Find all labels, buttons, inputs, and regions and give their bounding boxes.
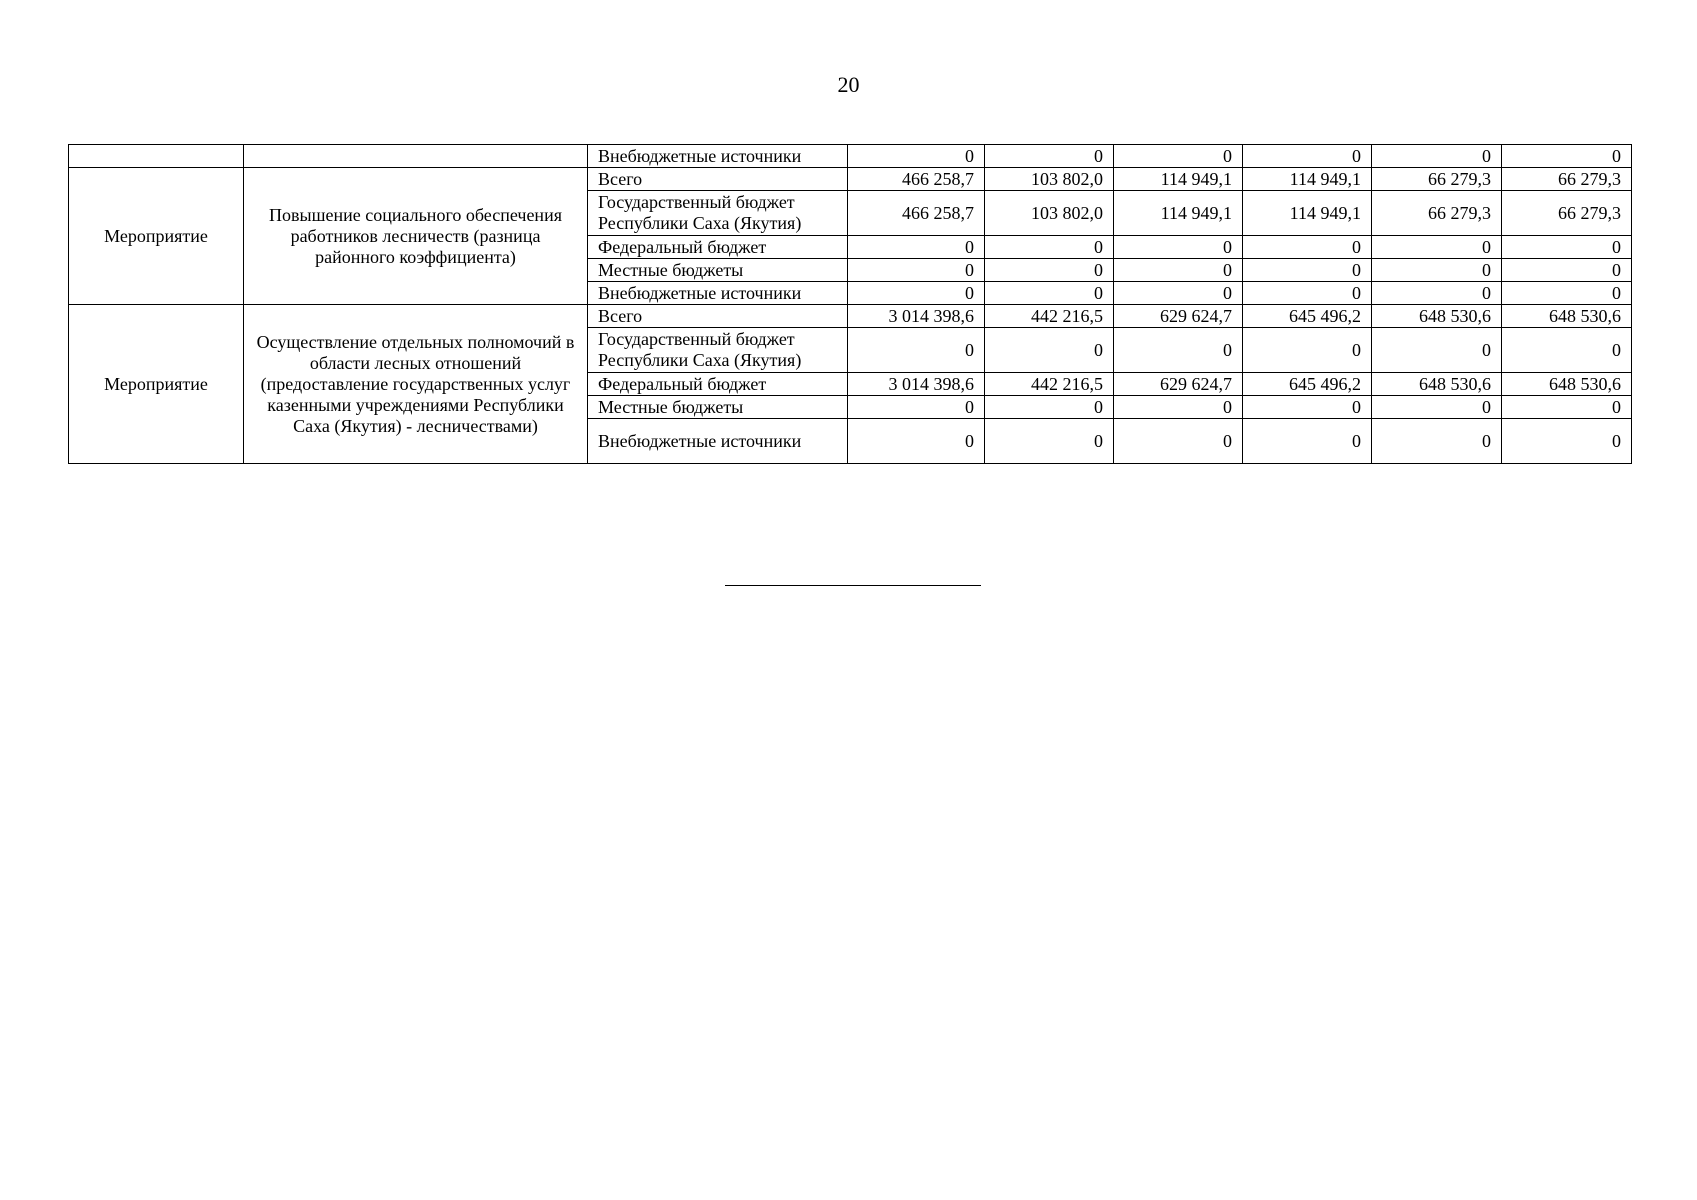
value-cell: 3 014 398,6 xyxy=(848,373,985,396)
value-cell: 645 496,2 xyxy=(1243,305,1372,328)
value-cell: 0 xyxy=(985,145,1114,168)
activity-type-cell xyxy=(69,145,244,168)
value-cell: 648 530,6 xyxy=(1502,305,1632,328)
value-cell: 442 216,5 xyxy=(985,373,1114,396)
value-cell: 0 xyxy=(1502,396,1632,419)
value-cell: 0 xyxy=(985,259,1114,282)
value-cell: 0 xyxy=(1114,236,1243,259)
value-cell: 0 xyxy=(1502,282,1632,305)
value-cell: 0 xyxy=(1243,236,1372,259)
value-cell: 0 xyxy=(1372,282,1502,305)
end-of-document-line xyxy=(725,585,981,586)
value-cell: 648 530,6 xyxy=(1502,373,1632,396)
value-cell: 0 xyxy=(848,145,985,168)
value-cell: 0 xyxy=(985,396,1114,419)
value-cell: 0 xyxy=(1114,396,1243,419)
page-number: 20 xyxy=(837,72,860,97)
value-cell: 0 xyxy=(848,328,985,373)
value-cell: 648 530,6 xyxy=(1372,305,1502,328)
value-cell: 0 xyxy=(1114,145,1243,168)
value-cell: 0 xyxy=(1372,236,1502,259)
funding-source-cell: Всего xyxy=(588,168,848,191)
activity-name-cell: Осуществление отдельных полномочий в области лесных отношений (предоставление государственных услуг казенными учреждениями Республики Саха (Якутия) - лесничествами) xyxy=(244,305,588,464)
value-cell: 0 xyxy=(1372,419,1502,464)
value-cell: 0 xyxy=(1502,236,1632,259)
value-cell: 466 258,7 xyxy=(848,191,985,236)
value-cell: 629 624,7 xyxy=(1114,305,1243,328)
table-row xyxy=(69,305,1632,328)
value-cell: 103 802,0 xyxy=(985,168,1114,191)
value-cell: 0 xyxy=(985,328,1114,373)
value-cell: 66 279,3 xyxy=(1502,191,1632,236)
value-cell: 0 xyxy=(985,419,1114,464)
value-cell: 114 949,1 xyxy=(1243,168,1372,191)
value-cell: 66 279,3 xyxy=(1502,168,1632,191)
funding-source-cell: Внебюджетные источники xyxy=(588,419,848,464)
funding-source-cell: Государственный бюджет Республики Саха (Якутия) xyxy=(588,328,848,373)
activity-name-cell xyxy=(244,145,588,168)
value-cell: 629 624,7 xyxy=(1114,373,1243,396)
value-cell: 0 xyxy=(1502,419,1632,464)
value-cell: 0 xyxy=(985,282,1114,305)
activity-name-cell: Повышение социального обеспечения работников лесничеств (разница районного коэффициента) xyxy=(244,168,588,305)
value-cell: 0 xyxy=(985,236,1114,259)
activity-type-cell: Мероприятие xyxy=(69,168,244,305)
value-cell: 466 258,7 xyxy=(848,168,985,191)
value-cell: 114 949,1 xyxy=(1243,191,1372,236)
value-cell: 0 xyxy=(1114,419,1243,464)
value-cell: 0 xyxy=(1502,259,1632,282)
value-cell: 0 xyxy=(848,396,985,419)
value-cell: 114 949,1 xyxy=(1114,191,1243,236)
value-cell: 0 xyxy=(848,236,985,259)
activity-type-cell: Мероприятие xyxy=(69,305,244,464)
value-cell: 0 xyxy=(1243,145,1372,168)
value-cell: 0 xyxy=(848,419,985,464)
funding-source-cell: Местные бюджеты xyxy=(588,259,848,282)
value-cell: 0 xyxy=(1372,145,1502,168)
funding-source-cell: Внебюджетные источники xyxy=(588,145,848,168)
value-cell: 0 xyxy=(1243,396,1372,419)
value-cell: 0 xyxy=(1243,328,1372,373)
value-cell: 648 530,6 xyxy=(1372,373,1502,396)
value-cell: 3 014 398,6 xyxy=(848,305,985,328)
value-cell: 103 802,0 xyxy=(985,191,1114,236)
value-cell: 0 xyxy=(1114,328,1243,373)
funding-source-cell: Внебюджетные источники xyxy=(588,282,848,305)
funding-source-cell: Федеральный бюджет xyxy=(588,236,848,259)
value-cell: 645 496,2 xyxy=(1243,373,1372,396)
value-cell: 0 xyxy=(1372,259,1502,282)
value-cell: 0 xyxy=(1243,419,1372,464)
value-cell: 0 xyxy=(1372,328,1502,373)
value-cell: 66 279,3 xyxy=(1372,168,1502,191)
value-cell: 0 xyxy=(1502,328,1632,373)
value-cell: 0 xyxy=(848,259,985,282)
value-cell: 114 949,1 xyxy=(1114,168,1243,191)
funding-source-cell: Федеральный бюджет xyxy=(588,373,848,396)
table-row xyxy=(69,145,1632,168)
value-cell: 0 xyxy=(848,282,985,305)
value-cell: 0 xyxy=(1372,396,1502,419)
value-cell: 442 216,5 xyxy=(985,305,1114,328)
funding-source-cell: Всего xyxy=(588,305,848,328)
value-cell: 0 xyxy=(1243,259,1372,282)
value-cell: 0 xyxy=(1114,259,1243,282)
value-cell: 66 279,3 xyxy=(1372,191,1502,236)
value-cell: 0 xyxy=(1502,145,1632,168)
funding-source-cell: Государственный бюджет Республики Саха (Якутия) xyxy=(588,191,848,236)
table-row xyxy=(69,168,1632,191)
value-cell: 0 xyxy=(1243,282,1372,305)
budget-table xyxy=(68,144,1632,464)
value-cell: 0 xyxy=(1114,282,1243,305)
funding-source-cell: Местные бюджеты xyxy=(588,396,848,419)
